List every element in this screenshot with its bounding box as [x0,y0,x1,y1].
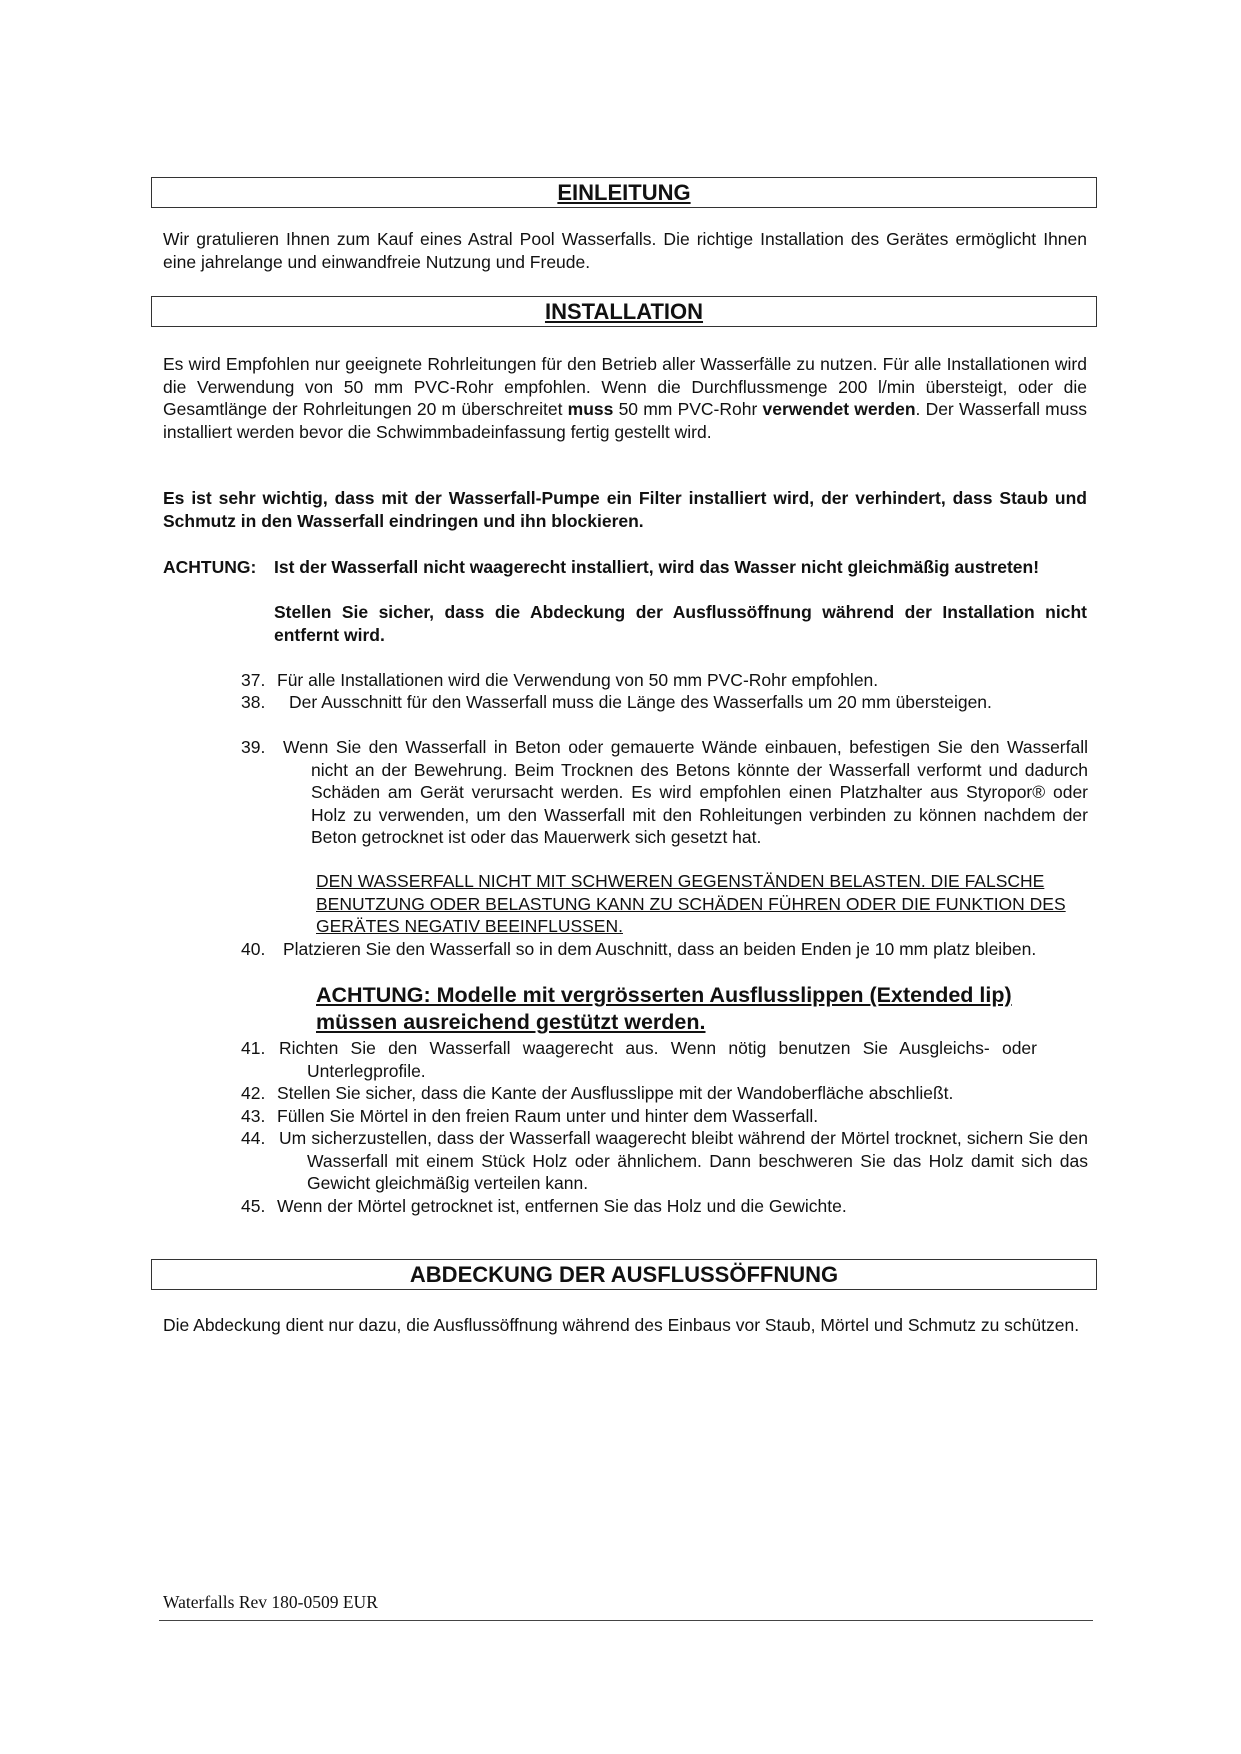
installation-title: INSTALLATION [544,299,704,324]
achtung-text-2: Stellen Sie sicher, dass die Abdeckung der Ausflussöffnung während der Installation nicht entfernt wird. [274,602,1087,645]
abdeckung-paragraph: Die Abdeckung dient nur dazu, die Ausflussöffnung während des Einbaus vor Staub, Mörtel und Schmutz zu schützen. [163,1315,1080,1335]
step-item-41 [241,1037,1091,1082]
step-text: Für alle Installationen wird die Verwendung von 50 mm PVC-Rohr empfohlen. [277,670,879,690]
step-number: 39. [241,737,266,757]
step-number: 45. [241,1196,266,1216]
step-text: Füllen Sie Mörtel in den freien Raum unter und hinter dem Wasserfall. [277,1106,819,1126]
step-text: Wenn der Mörtel getrocknet ist, entfernen Sie das Holz und die Gewichte. [277,1196,847,1216]
footer-revision: Waterfalls Rev 180-0509 EUR [163,1592,378,1612]
step-number: 42. [241,1083,266,1103]
installation-paragraph-1 [163,353,1087,443]
caps-warning: DEN WASSERFALL NICHT MIT SCHWEREN GEGENSTÄNDEN BELASTEN. DIE FALSCHE BENUTZUNG ODER BELASTUNG KANN ZU SCHÄDEN FÜHREN ODER DIE FUNKTION DES GERÄTES NEGATIV BEEINFLUSSEN. [316,871,1066,936]
step-item-40 [241,938,1091,983]
step-number: 41. [241,1038,266,1058]
installation-paragraph-filter: Es ist sehr wichtig, dass mit der Wasserfall-Pumpe ein Filter installiert wird, der verhindert, dass Staub und Schmutz in den Wasserfall eindringen und ihn blockieren. [163,488,1087,531]
section-heading-installation [151,296,1097,327]
abdeckung-title: ABDECKUNG DER AUSFLUSSÖFFNUNG [409,1262,839,1287]
step-number: 37. [241,670,266,690]
step-number: 40. [241,939,266,959]
step-item-39 [241,736,1091,871]
installation-p1-bold-muss: muss [567,399,614,419]
step-item-43 [241,1105,1091,1128]
step-number: 38. [241,692,266,712]
einleitung-paragraph: Wir gratulieren Ihnen zum Kauf eines Astral Pool Wasserfalls. Die richtige Installation des Gerätes ermöglicht Ihnen eine jahrelange und einwandfreie Nutzung und Freude. [163,229,1087,272]
step-item-37 [241,669,1091,692]
step-text: Stellen Sie sicher, dass die Kante der Ausflusslippe mit der Wandoberfläche abschließt. [277,1083,954,1103]
installation-p1-text-b: 50 mm PVC-Rohr [613,399,763,419]
achtung-text-1: Ist der Wasserfall nicht waagerecht installiert, wird das Wasser nicht gleichmäßig austreten! [274,557,1040,577]
step-item-44 [241,1127,1091,1195]
section-heading-abdeckung [151,1259,1097,1290]
achtung-label: ACHTUNG: [163,557,257,577]
step-item-38 [241,691,1091,736]
einleitung-title: EINLEITUNG [557,180,691,205]
step-text: Richten Sie den Wasserfall waagerecht aus. Wenn nötig benutzen Sie Ausgleichs- oder Unterlegprofile. [279,1038,1037,1081]
step-item-42 [241,1082,1091,1105]
step-text: Platzieren Sie den Wasserfall so in dem Auschnitt, dass an beiden Enden je 10 mm platz bleiben. [283,939,1037,959]
extended-lip-warning: ACHTUNG: Modelle mit vergrösserten Ausflusslippen (Extended lip) müssen ausreichend gestützt werden. [316,983,1012,1034]
installation-p1-text-a: Es wird Empfohlen nur geeignete Rohrleitungen für den Betrieb aller Wasserfälle zu nutzen. Für alle Installationen wird die Verwendung von 50 mm PVC-Rohr empfohlen. Wenn die Durchflussmenge 200 l/min übersteigt, oder die Gesamtlänge der Rohrleitungen 20 m überschreitet [163,354,1087,419]
footer-divider [159,1620,1093,1621]
step-number: 43. [241,1106,266,1126]
step-text: Um sicherzustellen, dass der Wasserfall waagerecht bleibt während der Mörtel trocknet, sichern Sie den Wasserfall mit einem Stück Holz oder ähnlichem. Dann beschweren Sie das Holz damit sich das Gewicht gleichmäßig verteilen kann. [279,1128,1088,1193]
installation-p1-text-c: . Der Wasserfall muss installiert werden bevor die Schwimmbadeinfassung fertig gestellt wird. [163,399,1087,442]
step-item-45 [241,1195,1091,1218]
section-heading-einleitung [151,177,1097,208]
step-number: 44. [241,1128,266,1148]
step-text: Wenn Sie den Wasserfall in Beton oder gemauerte Wände einbauen, befestigen Sie den Wasserfall nicht an der Bewehrung. Beim Trocknen des Betons könnte der Wasserfall verformt und dadurch Schäden am Gerät verursacht werden. Es wird empfohlen einen Platzhalter aus Styropor® oder Holz zu verwenden, um den Wasserfall mit den Rohleitungen verbinden zu können nachdem der Beton getrocknet ist oder das Mauerwerk sich gesetzt hat. [283,737,1088,847]
step-text: Der Ausschnitt für den Wasserfall muss die Länge des Wasserfalls um 20 mm übersteigen. [289,692,992,712]
installation-p1-bold-verwendet: verwendet werden [762,399,916,419]
